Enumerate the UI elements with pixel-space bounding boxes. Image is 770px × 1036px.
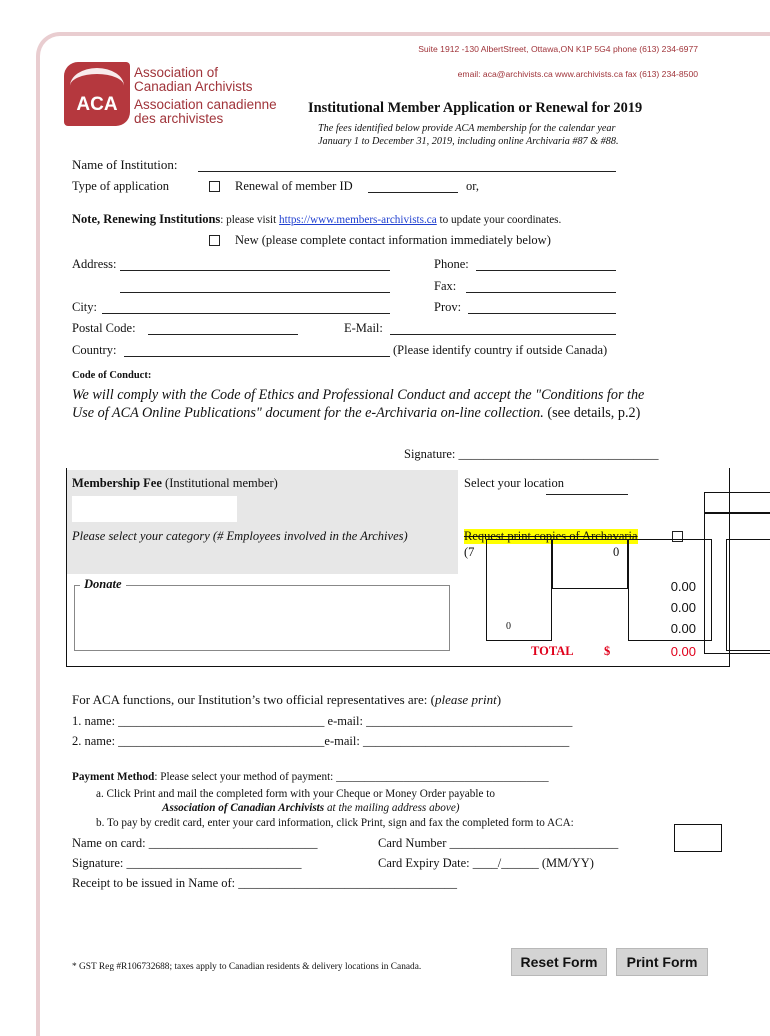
payment-option-b: b. To pay by credit card, enter your card information, click Print, sign and fax the completed form to ACA:: [96, 817, 574, 829]
total-dollar: $: [604, 644, 611, 658]
code-of-conduct-heading: Code of Conduct:: [72, 370, 152, 381]
email-field[interactable]: [390, 334, 616, 335]
renewal-label: Renewal of member ID: [235, 179, 353, 193]
payment-option-a-payee: [162, 802, 460, 814]
card-expiry-field[interactable]: Card Expiry Date: ____/______ (MM/YY): [378, 856, 594, 870]
member-id-field[interactable]: [368, 192, 458, 193]
new-application-checkbox[interactable]: [209, 235, 220, 246]
payment-method-line[interactable]: [72, 771, 549, 783]
location-select-underline: [546, 494, 628, 495]
reps-intro-a: For ACA functions, our Institution’s two official representatives are: (: [72, 692, 435, 707]
card-number-field[interactable]: Card Number ___________________________: [378, 836, 619, 850]
card-type-box[interactable]: [674, 824, 722, 852]
membership-fee-field[interactable]: [72, 496, 237, 522]
payment-option-a: a. Click Print and mail the completed form with your Cheque or Money Order payable to: [96, 788, 495, 800]
amount-2: 0.00: [670, 600, 696, 615]
institution-name-field[interactable]: [198, 171, 616, 172]
form-subtitle-1: The fees identified below provide ACA membership for the calendar year: [318, 123, 616, 134]
total-value: 0.00: [670, 644, 696, 659]
side-box-1[interactable]: [704, 492, 770, 514]
city-label: City:: [72, 300, 98, 314]
city-field[interactable]: [102, 313, 390, 314]
membership-fee-label: [72, 476, 278, 491]
prov-label: Prov:: [434, 300, 462, 314]
payment-method-text: : Please select your method of payment: ______________________________________: [154, 771, 549, 783]
conduct-line-1: We will comply with the Code of Ethics and Professional Conduct and accept the "Conditions for the: [72, 387, 645, 403]
org-name-en-2: Canadian Archivists: [134, 79, 253, 94]
postal-code-label: Postal Code:: [72, 321, 136, 335]
address-label: Address:: [72, 257, 117, 271]
total-label: TOTAL: [531, 644, 574, 658]
new-application-label: New (please complete contact information immediately below): [235, 233, 551, 247]
org-name-fr-1: Association canadienne: [134, 97, 277, 112]
conduct-signature-field[interactable]: Signature: ________________________________: [404, 447, 659, 461]
org-name-en-1: Association of: [134, 65, 219, 80]
renewal-note-text: : please visit: [220, 214, 280, 226]
fax-label: Fax:: [434, 279, 457, 293]
type-of-application-label: Type of application: [72, 179, 170, 193]
conduct-line-2-italic: Use of ACA Online Publications" document for the e-Archivaria on-line collection.: [72, 405, 544, 421]
or-label: or,: [466, 179, 480, 193]
aca-logo: [64, 62, 130, 126]
donate-label: Donate: [80, 577, 126, 592]
payment-method-bold: Payment Method: [72, 771, 155, 783]
name-on-card-field[interactable]: Name on card: ___________________________: [72, 836, 318, 850]
zero-small: 0: [506, 621, 511, 632]
rep-1-fields[interactable]: 1. name: _________________________________ e-mail: _________________________________: [72, 714, 573, 728]
reset-form-button[interactable]: Reset Form: [511, 948, 607, 976]
prov-field[interactable]: [468, 313, 616, 314]
copies-box[interactable]: [552, 539, 628, 589]
members-portal-link[interactable]: https://www.members-archivists.ca: [279, 214, 437, 226]
reps-intro-italic: please print: [434, 692, 497, 707]
address-field-2[interactable]: [120, 292, 390, 293]
side-box-3[interactable]: [726, 539, 770, 651]
amount-1: 0.00: [670, 579, 696, 594]
payment-signature-field[interactable]: Signature: ____________________________: [72, 856, 302, 870]
country-note: (Please identify country if outside Canada): [393, 343, 608, 357]
rep-2-fields[interactable]: 2. name: _________________________________e-mail: _________________________________: [72, 734, 570, 748]
fax-field[interactable]: [466, 292, 616, 293]
institution-name-label: Name of Institution:: [72, 157, 178, 172]
print-copies-sub-right: 0: [613, 545, 620, 559]
receipt-name-field[interactable]: Receipt to be issued in Name of: ___________________________________: [72, 876, 458, 890]
membership-fee-bold: Membership Fee: [72, 476, 162, 490]
renewal-note: [72, 212, 561, 227]
payee-tail: at the mailing address above): [324, 802, 460, 814]
conduct-line-2: [72, 405, 640, 422]
email-label: E-Mail:: [344, 321, 383, 335]
quantity-box[interactable]: [486, 539, 552, 641]
logo-arc-icon: [70, 68, 124, 104]
conduct-line-2-tail: (see details, p.2): [543, 405, 641, 421]
location-select-label[interactable]: Select your location: [464, 476, 564, 490]
renewal-note-bold: Note, Renewing Institutions: [72, 212, 221, 226]
print-copies-label: Request print copies of Archavaria: [464, 529, 638, 543]
address-field-1[interactable]: [120, 270, 390, 271]
category-select-label[interactable]: Please select your category (# Employees involved in the Archives): [72, 529, 408, 543]
print-copies-sub-left: (7: [464, 545, 475, 559]
renewal-checkbox[interactable]: [209, 181, 220, 192]
phone-field[interactable]: [476, 270, 616, 271]
country-label: Country:: [72, 343, 117, 357]
org-address: Suite 1912 -130 AlbertStreet, Ottawa,ON K1P 5G4 phone (613) 234-6977: [418, 44, 698, 54]
amount-3: 0.00: [670, 621, 696, 636]
org-name-fr-2: des archivistes: [134, 111, 224, 126]
reps-intro: [72, 692, 501, 708]
renewal-note-tail: to update your coordinates.: [436, 214, 562, 226]
payee-name: Association of Canadian Archivists: [162, 802, 325, 814]
logo-abbr: ACA: [76, 94, 118, 115]
form-title: Institutional Member Application or Renewal for 2019: [308, 100, 643, 116]
org-email-line: email: aca@archivists.ca www.archivists.ca fax (613) 234-8500: [457, 69, 698, 79]
print-form-button[interactable]: Print Form: [616, 948, 708, 976]
phone-label: Phone:: [434, 257, 469, 271]
reps-intro-b: ): [496, 692, 502, 707]
postal-code-field[interactable]: [148, 334, 298, 335]
membership-fee-tail: (Institutional member): [161, 476, 278, 490]
country-field[interactable]: [124, 356, 390, 357]
form-subtitle-2: January 1 to December 31, 2019, including online Archivaria #87 & #88.: [318, 136, 619, 147]
donate-field[interactable]: [80, 594, 430, 640]
gst-note: * GST Reg #R106732688; taxes apply to Canadian residents & delivery locations in Canada.: [72, 962, 422, 972]
